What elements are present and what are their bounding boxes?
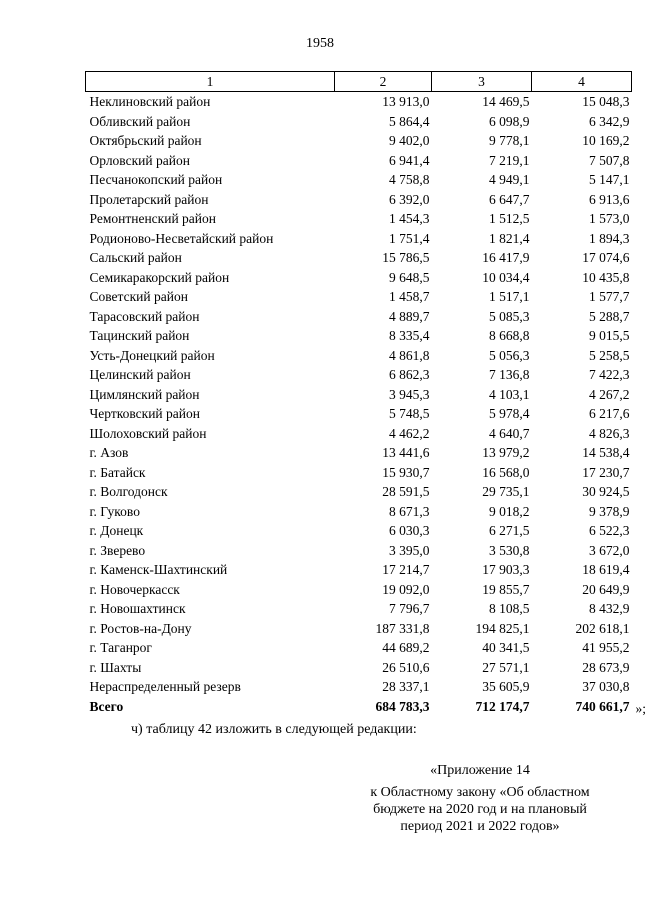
table-row bbox=[86, 599, 632, 619]
budget-value: 28 673,9 bbox=[582, 659, 630, 675]
budget-value: 5 978,4 bbox=[489, 406, 530, 421]
district-name: Орловский район bbox=[89, 152, 190, 168]
district-name: Тацинский район bbox=[89, 328, 190, 343]
district-name: г. Ростов-на-Дону bbox=[89, 620, 192, 636]
district-name: Советский район bbox=[89, 289, 188, 304]
budget-value: 9 018,2 bbox=[489, 503, 530, 519]
budget-value: 8 432,9 bbox=[589, 601, 630, 616]
budget-value: 5 056,3 bbox=[489, 347, 530, 363]
table-row bbox=[86, 560, 632, 580]
budget-value: 14 469,5 bbox=[482, 94, 530, 109]
budget-value: 16 568,0 bbox=[482, 464, 530, 480]
total-value: 684 783,3 bbox=[375, 698, 430, 714]
district-name: Обливский район bbox=[89, 113, 191, 129]
budget-value: 9 402,0 bbox=[389, 133, 430, 148]
budget-value: 19 855,7 bbox=[482, 581, 530, 597]
table-row bbox=[86, 541, 632, 561]
table-row bbox=[86, 131, 632, 151]
district-name: Шолоховский район bbox=[89, 425, 207, 441]
table-row bbox=[86, 92, 632, 112]
table-row bbox=[86, 346, 632, 366]
budget-value: 14 538,4 bbox=[582, 445, 630, 460]
budget-value: 15 048,3 bbox=[582, 94, 630, 109]
budget-value: 5 258,5 bbox=[589, 347, 630, 363]
district-name: Нераспределенный резерв bbox=[89, 679, 241, 694]
table-row bbox=[86, 424, 632, 444]
budget-value: 8 335,4 bbox=[389, 328, 430, 343]
amendment-note: ч) таблицу 42 изложить в следующей редакции: bbox=[131, 722, 417, 737]
budget-value: 4 949,1 bbox=[489, 172, 530, 187]
total-value: 740 661,7 bbox=[575, 698, 630, 714]
budget-value: 6 941,4 bbox=[389, 152, 430, 168]
appendix-line: период 2021 и 2022 годов» bbox=[400, 819, 560, 834]
table-row bbox=[86, 229, 632, 249]
district-name: Целинский район bbox=[89, 367, 191, 382]
table-row bbox=[86, 365, 632, 385]
budget-value: 5 085,3 bbox=[489, 308, 530, 324]
budget-value: 6 342,9 bbox=[589, 113, 630, 129]
budget-value: 1 894,3 bbox=[589, 230, 630, 246]
budget-value: 40 341,5 bbox=[482, 640, 530, 655]
budget-value: 26 510,6 bbox=[382, 659, 430, 675]
district-name: г. Шахты bbox=[89, 659, 142, 675]
table-row bbox=[86, 443, 632, 463]
district-name: г. Таганрог bbox=[89, 640, 152, 655]
column-header: 4 bbox=[532, 72, 632, 92]
table-row bbox=[86, 521, 632, 541]
district-name: Неклиновский район bbox=[89, 94, 211, 109]
budget-value: 5 288,7 bbox=[589, 308, 630, 324]
budget-value: 28 337,1 bbox=[382, 679, 430, 694]
budget-value: 6 862,3 bbox=[389, 367, 430, 382]
table-row bbox=[86, 268, 632, 288]
budget-value: 7 136,8 bbox=[489, 367, 530, 382]
budget-value: 4 889,7 bbox=[389, 308, 430, 324]
appendix-title: «Приложение 14 bbox=[430, 763, 530, 778]
budget-value: 4 103,1 bbox=[489, 386, 530, 402]
budget-value: 17 214,7 bbox=[382, 562, 430, 577]
budget-value: 3 395,0 bbox=[389, 542, 430, 558]
table-row bbox=[86, 151, 632, 171]
budget-value: 6 217,6 bbox=[589, 406, 630, 421]
table-row bbox=[86, 209, 632, 229]
budget-value: 15 930,7 bbox=[382, 464, 430, 480]
budget-value: 1 517,1 bbox=[489, 289, 530, 304]
budget-value: 37 030,8 bbox=[582, 679, 630, 694]
budget-value: 13 441,6 bbox=[382, 445, 430, 460]
district-name: Родионово-Несветайский район bbox=[89, 230, 274, 246]
budget-value: 4 267,2 bbox=[589, 386, 630, 402]
budget-value: 10 034,4 bbox=[482, 269, 530, 285]
budget-value: 10 169,2 bbox=[582, 133, 630, 148]
budget-value: 6 030,3 bbox=[389, 523, 430, 538]
table-row bbox=[86, 190, 632, 210]
district-name: Тарасовский район bbox=[89, 308, 200, 324]
appendix-line: бюджете на 2020 год и на плановый bbox=[373, 802, 587, 817]
table-header-row bbox=[86, 72, 632, 92]
table-body bbox=[86, 92, 632, 697]
column-header: 1 bbox=[86, 72, 335, 92]
budget-value: 6 271,5 bbox=[489, 523, 530, 538]
budget-value: 15 786,5 bbox=[382, 250, 430, 265]
table-row bbox=[86, 482, 632, 502]
budget-value: 8 668,8 bbox=[489, 328, 530, 343]
budget-value: 17 074,6 bbox=[582, 250, 630, 265]
budget-value: 19 092,0 bbox=[382, 581, 430, 597]
table-row bbox=[86, 404, 632, 424]
district-name: Семикаракорский район bbox=[89, 269, 230, 285]
budget-table bbox=[85, 71, 646, 716]
district-name: г. Каменск-Шахтинский bbox=[89, 562, 228, 577]
budget-value: 44 689,2 bbox=[382, 640, 430, 655]
column-header: 2 bbox=[335, 72, 432, 92]
district-name: Сальский район bbox=[89, 250, 182, 265]
budget-value: 3 530,8 bbox=[489, 542, 530, 558]
page-number: 1958 bbox=[306, 36, 334, 51]
budget-value: 7 507,8 bbox=[589, 152, 630, 168]
table-row bbox=[86, 638, 632, 658]
district-name: г. Гуково bbox=[89, 503, 140, 519]
budget-value: 13 979,2 bbox=[482, 445, 530, 460]
table-row bbox=[86, 463, 632, 483]
budget-value: 8 671,3 bbox=[389, 503, 430, 519]
budget-value: 3 672,0 bbox=[589, 542, 630, 558]
budget-value: 27 571,1 bbox=[482, 659, 530, 675]
budget-value: 5 147,1 bbox=[589, 172, 630, 187]
budget-value: 6 392,0 bbox=[389, 191, 430, 207]
budget-value: 194 825,1 bbox=[475, 620, 530, 636]
district-name: Ремонтненский район bbox=[89, 211, 216, 226]
budget-value: 5 748,5 bbox=[389, 406, 430, 421]
table-row bbox=[86, 287, 632, 307]
budget-value: 17 230,7 bbox=[582, 464, 630, 480]
total-row bbox=[86, 697, 632, 717]
budget-value: 35 605,9 bbox=[482, 679, 530, 694]
budget-value: 187 331,8 bbox=[375, 620, 430, 636]
budget-value: 30 924,5 bbox=[582, 484, 630, 499]
budget-value: 7 219,1 bbox=[489, 152, 530, 168]
budget-value: 28 591,5 bbox=[382, 484, 430, 499]
table-row bbox=[86, 502, 632, 522]
budget-value: 1 577,7 bbox=[589, 289, 630, 304]
total-label: Всего bbox=[89, 698, 124, 714]
budget-value: 18 619,4 bbox=[582, 562, 630, 577]
total-value-cell bbox=[532, 697, 646, 717]
budget-value: 10 435,8 bbox=[582, 269, 630, 285]
table-row bbox=[86, 677, 632, 697]
district-name: Октябрьский район bbox=[89, 133, 202, 148]
closing-quote: »; bbox=[635, 700, 646, 716]
district-name: г. Волгодонск bbox=[89, 484, 168, 499]
table-row bbox=[86, 385, 632, 405]
budget-value: 6 913,6 bbox=[589, 191, 630, 207]
table-row bbox=[86, 619, 632, 639]
district-name: Пролетарский район bbox=[89, 191, 209, 207]
district-name: г. Новошахтинск bbox=[89, 601, 186, 616]
district-name: Усть-Донецкий район bbox=[89, 347, 215, 363]
budget-value: 1 573,0 bbox=[589, 211, 630, 226]
district-name: г. Донецк bbox=[89, 523, 144, 538]
budget-value: 7 796,7 bbox=[389, 601, 430, 616]
budget-value: 9 648,5 bbox=[389, 269, 430, 285]
budget-value: 1 751,4 bbox=[389, 230, 430, 246]
table-row bbox=[86, 580, 632, 600]
budget-value: 17 903,3 bbox=[482, 562, 530, 577]
district-name: г. Батайск bbox=[89, 464, 146, 480]
budget-value: 29 735,1 bbox=[482, 484, 530, 499]
budget-value: 1 512,5 bbox=[489, 211, 530, 226]
budget-value: 16 417,9 bbox=[482, 250, 530, 265]
district-name: Чертковский район bbox=[89, 406, 200, 421]
budget-value: 6 522,3 bbox=[589, 523, 630, 538]
budget-value: 8 108,5 bbox=[489, 601, 530, 616]
budget-value: 20 649,9 bbox=[582, 581, 630, 597]
district-name: г. Азов bbox=[89, 445, 129, 460]
budget-value: 4 861,8 bbox=[389, 347, 430, 363]
budget-value: 202 618,1 bbox=[575, 620, 630, 636]
district-name: Песчанокопский район bbox=[89, 172, 223, 187]
budget-value: 4 826,3 bbox=[589, 425, 630, 441]
budget-value: 9 015,5 bbox=[589, 328, 630, 343]
table-row bbox=[86, 170, 632, 190]
total-value: 712 174,7 bbox=[475, 698, 530, 714]
budget-value: 4 758,8 bbox=[389, 172, 430, 187]
column-header: 3 bbox=[432, 72, 532, 92]
budget-value: 9 778,1 bbox=[489, 133, 530, 148]
budget-value: 1 821,4 bbox=[489, 230, 530, 246]
budget-value: 4 462,2 bbox=[389, 425, 430, 441]
budget-value: 41 955,2 bbox=[582, 640, 630, 655]
district-name: г. Новочеркасск bbox=[89, 581, 180, 597]
appendix-caption bbox=[320, 784, 640, 835]
budget-value: 3 945,3 bbox=[389, 386, 430, 402]
table-row bbox=[86, 248, 632, 268]
district-name: г. Зверево bbox=[89, 542, 146, 558]
budget-value: 6 098,9 bbox=[489, 113, 530, 129]
budget-value: 1 454,3 bbox=[389, 211, 430, 226]
budget-value: 5 864,4 bbox=[389, 113, 430, 129]
table-row bbox=[86, 326, 632, 346]
district-name: Цимлянский район bbox=[89, 386, 200, 402]
budget-value: 1 458,7 bbox=[389, 289, 430, 304]
table-row bbox=[86, 112, 632, 132]
budget-value: 4 640,7 bbox=[489, 425, 530, 441]
budget-value: 7 422,3 bbox=[589, 367, 630, 382]
table-row bbox=[86, 307, 632, 327]
budget-value: 13 913,0 bbox=[382, 94, 430, 109]
appendix-line: к Областному закону «Об областном bbox=[370, 785, 590, 800]
table-row bbox=[86, 658, 632, 678]
budget-value: 9 378,9 bbox=[589, 503, 630, 519]
budget-value: 6 647,7 bbox=[489, 191, 530, 207]
